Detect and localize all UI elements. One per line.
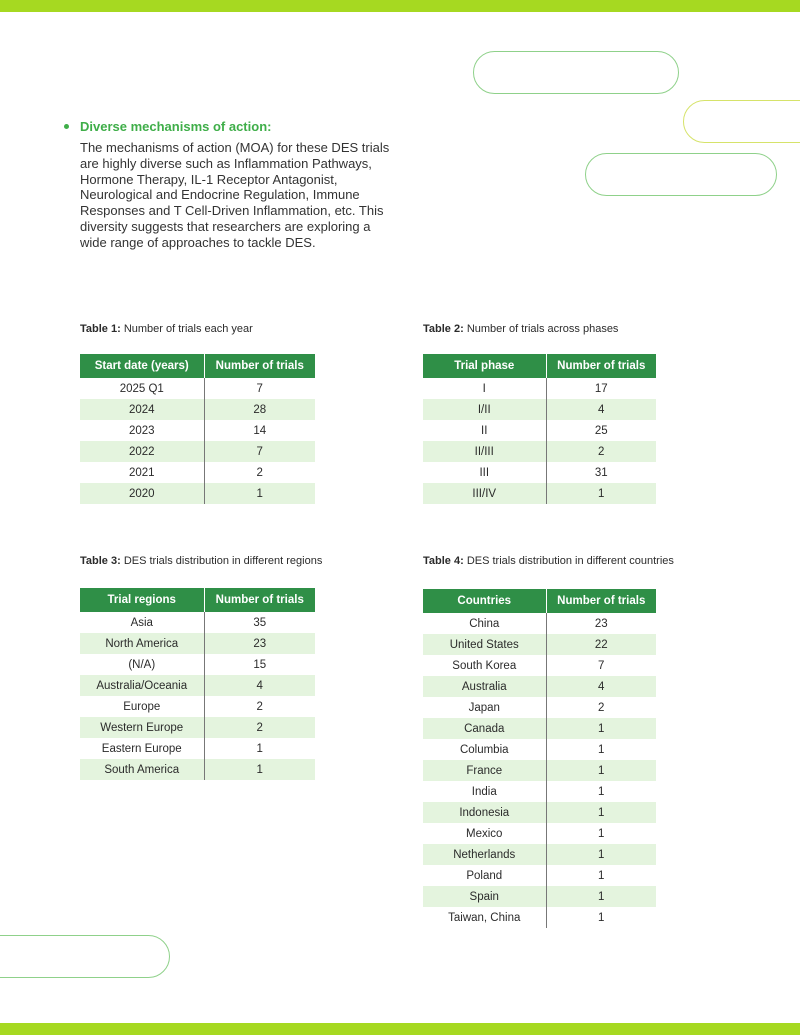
- section-heading-text: Diverse mechanisms of action:: [80, 119, 272, 134]
- row-label-cell: 2024: [80, 399, 204, 420]
- decorative-pill: [473, 51, 679, 94]
- table-row: [80, 483, 315, 504]
- table-row: [80, 759, 315, 780]
- table-row: [80, 717, 315, 738]
- count-cell: 2: [204, 717, 315, 738]
- row-label-cell: India: [423, 781, 546, 802]
- row-label-cell: I: [423, 378, 546, 399]
- table-row: [423, 462, 656, 483]
- row-label-cell: Taiwan, China: [423, 907, 546, 928]
- table-row: [423, 697, 656, 718]
- count-cell: 7: [598, 659, 605, 672]
- table-row: [423, 483, 656, 504]
- table-row: [423, 844, 656, 865]
- table1-label: Table 1:: [80, 323, 121, 335]
- count-cell: 7: [256, 382, 263, 395]
- row-label-cell: II/III: [423, 441, 546, 462]
- table2-label: Table 2:: [423, 323, 464, 335]
- count-cell: 2: [546, 441, 656, 462]
- count-cell: 1: [546, 760, 656, 781]
- table-row: [423, 399, 656, 420]
- row-label-cell: Australia/Oceania: [80, 675, 204, 696]
- table-header-row: [80, 354, 315, 378]
- count-cell: 1: [598, 827, 605, 840]
- table-row: [423, 865, 656, 886]
- column-header: Number of trials: [204, 354, 315, 378]
- table-row: [423, 378, 656, 399]
- count-cell: 1: [204, 483, 315, 504]
- row-label-cell: III: [423, 462, 546, 483]
- count-cell: 15: [253, 658, 267, 671]
- count-cell: 22: [546, 634, 656, 655]
- row-label-cell: 2021: [80, 462, 204, 483]
- bullet-icon: [64, 124, 69, 129]
- row-label-cell: Spain: [423, 886, 546, 907]
- count-cell: 28: [204, 399, 315, 420]
- table-row: [80, 633, 315, 654]
- count-cell: 1: [598, 785, 605, 798]
- table3-caption: [80, 555, 322, 567]
- table4-label: Table 4:: [423, 555, 464, 567]
- table-row: [423, 718, 656, 739]
- count-cell: 1: [598, 869, 605, 882]
- row-label-cell: 2025 Q1: [80, 378, 204, 399]
- table-row: [423, 441, 656, 462]
- count-cell: 1: [546, 802, 656, 823]
- count-cell: 14: [253, 424, 267, 437]
- table-row: [80, 441, 315, 462]
- section-heading: [64, 119, 271, 134]
- row-label-cell: II: [423, 420, 546, 441]
- row-label-cell: Europe: [80, 696, 204, 717]
- row-label-cell: China: [423, 613, 546, 634]
- column-header: Trial phase: [423, 354, 546, 378]
- row-label-cell: North America: [80, 633, 204, 654]
- row-label-cell: Asia: [80, 612, 204, 633]
- table4-caption-text: DES trials distribution in different countries: [463, 555, 674, 567]
- row-label-cell: 2020: [80, 483, 204, 504]
- count-cell: 35: [253, 616, 267, 629]
- row-label-cell: 2023: [80, 420, 204, 441]
- table-header-row: [80, 588, 315, 612]
- table-row: [423, 760, 656, 781]
- decorative-pill: [683, 100, 800, 143]
- row-label-cell: III/IV: [423, 483, 546, 504]
- column-header: Countries: [423, 589, 546, 613]
- count-cell: 1: [546, 844, 656, 865]
- column-header: Start date (years): [80, 354, 204, 378]
- count-cell: 4: [546, 399, 656, 420]
- row-label-cell: Columbia: [423, 739, 546, 760]
- count-cell: 1: [204, 759, 315, 780]
- table-row: [423, 781, 656, 802]
- row-label-cell: Indonesia: [423, 802, 546, 823]
- row-label-cell: Australia: [423, 676, 546, 697]
- count-cell: 17: [594, 382, 608, 395]
- table4-caption: [423, 555, 674, 567]
- count-cell: 7: [204, 441, 315, 462]
- table-row: [423, 823, 656, 844]
- row-label-cell: (N/A): [80, 654, 204, 675]
- table-row: [423, 613, 656, 634]
- trials-by-country-table: [423, 589, 656, 928]
- table-row: [423, 739, 656, 760]
- table-row: [80, 462, 315, 483]
- column-header: Number of trials: [204, 588, 315, 612]
- count-cell: 1: [546, 718, 656, 739]
- table1-caption-text: Number of trials each year: [120, 323, 253, 335]
- table-row: [423, 907, 656, 928]
- count-cell: 1: [598, 911, 605, 924]
- table-header-row: [423, 589, 656, 613]
- table-row: [80, 378, 315, 399]
- table2-caption: [423, 323, 618, 335]
- table-row: [423, 676, 656, 697]
- column-header: Number of trials: [546, 589, 656, 613]
- row-label-cell: Netherlands: [423, 844, 546, 865]
- count-cell: 1: [256, 742, 263, 755]
- row-label-cell: Canada: [423, 718, 546, 739]
- table-row: [80, 696, 315, 717]
- count-cell: 23: [594, 617, 608, 630]
- trials-by-region-table: [80, 588, 315, 780]
- count-cell: 1: [546, 886, 656, 907]
- row-label-cell: Poland: [423, 865, 546, 886]
- trials-by-phase-table: [423, 354, 656, 504]
- row-label-cell: Japan: [423, 697, 546, 718]
- bottom-accent-bar: [0, 1023, 800, 1035]
- table-row: [80, 420, 315, 441]
- table-row: [423, 634, 656, 655]
- table-row: [80, 654, 315, 675]
- decorative-pill: [585, 153, 777, 196]
- table-row: [423, 802, 656, 823]
- row-label-cell: South America: [80, 759, 204, 780]
- row-label-cell: Western Europe: [80, 717, 204, 738]
- intro-paragraph: The mechanisms of action (MOA) for these DES trials are highly diverse such as Inflammation Pathways, Hormone Therapy, IL-1 Receptor Antagonist, Neurological and Endocrine Regulation, Immune Responses and T Cell-Driven Inflammation, etc. This diversity suggests that researchers are exploring a wide range of approaches to tackle DES.: [80, 140, 390, 250]
- table-row: [80, 612, 315, 633]
- count-cell: 2: [256, 700, 263, 713]
- table-row: [423, 420, 656, 441]
- row-label-cell: I/II: [423, 399, 546, 420]
- decorative-pill: [0, 935, 170, 978]
- table3-caption-text: DES trials distribution in different regions: [120, 555, 323, 567]
- top-accent-bar: [0, 0, 800, 12]
- row-label-cell: Mexico: [423, 823, 546, 844]
- count-cell: 4: [546, 676, 656, 697]
- count-cell: 25: [594, 424, 608, 437]
- row-label-cell: United States: [423, 634, 546, 655]
- column-header: Trial regions: [80, 588, 204, 612]
- count-cell: 31: [594, 466, 608, 479]
- count-cell: 4: [204, 675, 315, 696]
- count-cell: 1: [598, 743, 605, 756]
- count-cell: 2: [256, 466, 263, 479]
- table3-label: Table 3:: [80, 555, 121, 567]
- table-row: [423, 655, 656, 676]
- row-label-cell: South Korea: [423, 655, 546, 676]
- table-row: [80, 399, 315, 420]
- count-cell: 23: [204, 633, 315, 654]
- row-label-cell: France: [423, 760, 546, 781]
- count-cell: 2: [598, 701, 605, 714]
- table-header-row: [423, 354, 656, 378]
- count-cell: 1: [546, 483, 656, 504]
- table-row: [423, 886, 656, 907]
- row-label-cell: 2022: [80, 441, 204, 462]
- table-row: [80, 675, 315, 696]
- table2-caption-text: Number of trials across phases: [463, 323, 619, 335]
- table1-caption: [80, 323, 253, 335]
- table-row: [80, 738, 315, 759]
- trials-by-year-table: [80, 354, 315, 504]
- row-label-cell: Eastern Europe: [80, 738, 204, 759]
- column-header: Number of trials: [546, 354, 656, 378]
